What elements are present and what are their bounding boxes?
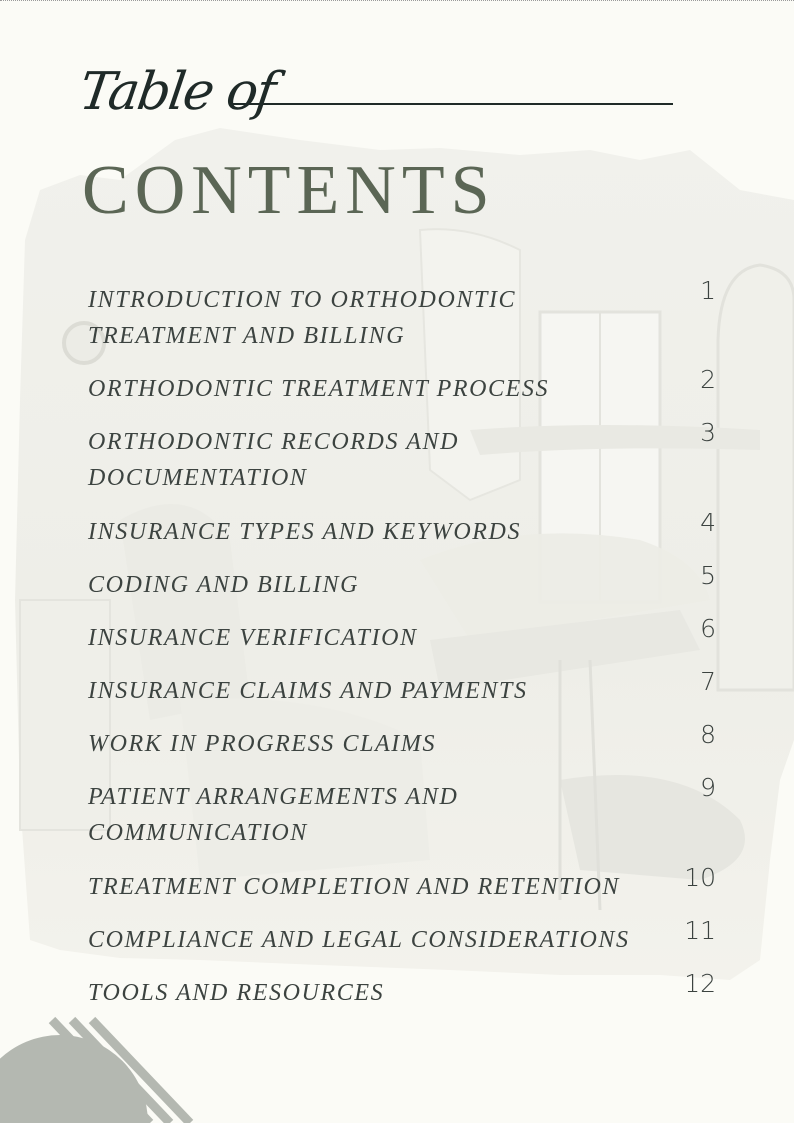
- toc-entry-page: 4: [700, 508, 716, 537]
- toc-entry-page: 11: [684, 916, 716, 945]
- toc-entry-title: COMPLIANCE AND LEGAL CONSIDERATIONS: [88, 927, 630, 953]
- toc-entry-page: 12: [684, 969, 716, 998]
- toc-entry-page: 10: [684, 863, 716, 892]
- table-of-script-title: Table of: [75, 62, 278, 122]
- toc-entry-title: WORK IN PROGRESS CLAIMS: [88, 731, 437, 757]
- toc-entry-page: 3: [700, 418, 716, 447]
- toc-entry-title: INSURANCE TYPES AND KEYWORDS: [88, 519, 522, 545]
- contents-title: CONTENTS: [82, 152, 496, 229]
- toc-entry-page: 1: [700, 276, 716, 305]
- toc-entry-title: PATIENT ARRANGEMENTS AND COMMUNICATION: [88, 784, 459, 846]
- toc-entry-title: ORTHODONTIC TREATMENT PROCESS: [88, 376, 550, 402]
- toc-entry-page: 6: [700, 614, 716, 643]
- toc-entry-title: INTRODUCTION TO ORTHODONTIC TREATMENT AND BILLING: [88, 287, 517, 349]
- toc-entry-page: 8: [700, 720, 716, 749]
- toc-entry-title: TREATMENT COMPLETION AND RETENTION: [88, 874, 621, 900]
- toc-entry-title: INSURANCE CLAIMS AND PAYMENTS: [88, 678, 528, 704]
- toc-entry-page: 2: [700, 365, 716, 394]
- toc-entry-page: 9: [700, 773, 716, 802]
- toc-entry-title: CODING AND BILLING: [88, 572, 360, 598]
- toc-entry-page: 5: [700, 561, 716, 590]
- corner-decoration: [0, 1010, 220, 1123]
- toc-entry-title: ORTHODONTIC RECORDS AND DOCUMENTATION: [88, 429, 460, 491]
- toc-entry-page: 7: [700, 667, 716, 696]
- title-underline: [229, 103, 673, 105]
- toc-entry-title: INSURANCE VERIFICATION: [88, 625, 418, 651]
- toc-entry-title: TOOLS AND RESOURCES: [88, 980, 385, 1006]
